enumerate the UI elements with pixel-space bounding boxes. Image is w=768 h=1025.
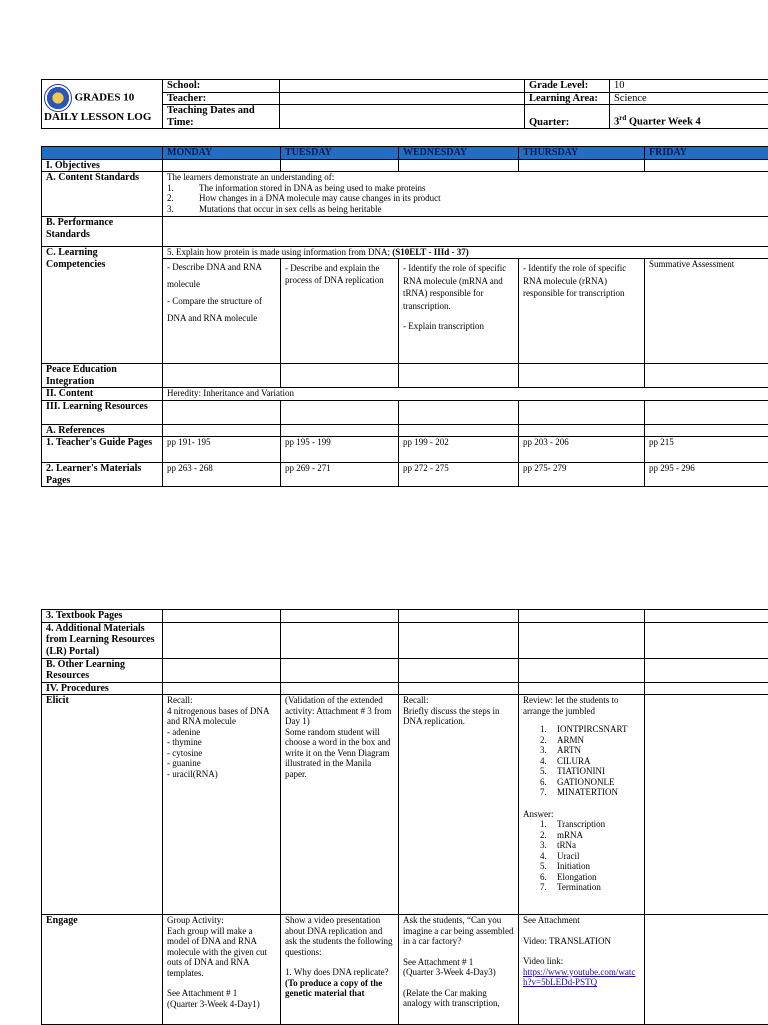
school-label: School:: [163, 80, 280, 93]
content-standards-intro: The learners demonstrate an understanding of:: [167, 172, 764, 183]
engage-monday: Group Activity: Each group will make a model of DNA and RNA molecule with the given cut outs of DNA and RNA templates. See Attachment # 1 (Quarter 3-Week 4-Day1): [163, 915, 281, 1025]
day-thursday: THURSDAY: [519, 147, 645, 160]
lesson-log-header-table: [41, 79, 768, 129]
engage-label: Engage: [42, 915, 163, 1025]
elicit-wednesday: Recall: Briefly discuss the steps in DNA replication.: [399, 695, 519, 915]
teacher-value: [280, 92, 525, 105]
additional-materials-label: 4. Additional Materials from Learning Resources (LR) Portal): [42, 622, 163, 658]
quarter-value: 3rd Quarter Week 4: [610, 105, 768, 129]
competency-monday: - Describe DNA and RNA molecule - Compare the structure of DNA and RNA molecule: [163, 259, 281, 364]
lesson-log-table-page2: [41, 609, 768, 1025]
competencies-label: C. Learning Competencies: [42, 247, 163, 364]
area-value: Science: [610, 92, 768, 105]
content-standards-cell: [163, 172, 768, 217]
elicit-tuesday: (Validation of the extended activity: Attachment # 3 from Day 1) Some random student will choose a word in the box and write it on the Venn Diagram illustrated in the Manila paper.: [281, 695, 399, 915]
competencies-heading: 5. Explain how protein is made using information from DNA; (S10ELT - IIId - 37): [163, 247, 768, 259]
lesson-log-table-page1: [41, 146, 768, 487]
references-label: A. References: [42, 424, 163, 437]
objectives-label: I. Objectives: [42, 159, 163, 172]
day-monday: MONDAY: [163, 147, 281, 160]
day-wednesday: WEDNESDAY: [399, 147, 519, 160]
day-tuesday: TUESDAY: [281, 147, 399, 160]
tg-friday: pp 215: [645, 437, 768, 463]
content-standards-label: A. Content Standards: [42, 172, 163, 217]
tg-thursday: pp 203 - 206: [519, 437, 645, 463]
teacher-label: Teacher:: [163, 92, 280, 105]
title-line1: GRADES 10: [75, 92, 135, 104]
engage-tuesday: Show a video presentation about DNA replication and ask the students the following questions: 1. Why does DNA replicate? (To produce a copy of the genetic material that: [281, 915, 399, 1025]
competency-thursday: - Identify the role of specific RNA molecule (rRNA) responsible for transcription: [519, 259, 645, 364]
lm-tuesday: pp 269 - 271: [281, 463, 399, 487]
elicit-thursday: Review: let the students to arrange the jumbled 1. IONTPIRCSNART 2. ARMN 3. ARTN 4. CILURA 5. TIATIONINI 6. GATIONONLE 7. MINATERTION Answer: 1. Transcription 2. mRNA 3. tRNa 4. Uracil 5. Initiation 6. Elongation 7. Termination: [519, 695, 645, 915]
elicit-label: Elicit: [42, 695, 163, 915]
tg-tuesday: pp 195 - 199: [281, 437, 399, 463]
engage-thursday: See Attachment Video: TRANSLATION Video link: https://www.youtube.com/watch?v=5bLEDd-PSTQ: [519, 915, 645, 1025]
tg-monday: pp 191- 195: [163, 437, 281, 463]
title-line2: DAILY LESSON LOG: [44, 111, 151, 123]
lm-thursday: pp 275- 279: [519, 463, 645, 487]
procedures-label: IV. Procedures: [42, 682, 163, 695]
content-standards-item: 2. How changes in a DNA molecule may cause changes in its product: [167, 193, 764, 204]
performance-standards-label: B. Performance Standards: [42, 217, 163, 247]
engage-wednesday: Ask the students, “Can you imagine a car being assembled in a car factory? See Attachment # 1 (Quarter 3-Week 4-Day3) (Relate the Car making analogy with transcription,: [399, 915, 519, 1025]
content-standards-item: 3. Mutations that occur in sex cells as being heritable: [167, 204, 764, 215]
content-value: Heredity: Inheritance and Variation: [163, 388, 768, 401]
content-standards-item: 1. The information stored in DNA as being used to make proteins: [167, 183, 764, 194]
textbook-label: 3. Textbook Pages: [42, 610, 163, 623]
teachers-guide-label: 1. Teacher's Guide Pages: [42, 437, 163, 463]
lm-wednesday: pp 272 - 275: [399, 463, 519, 487]
area-label: Learning Area:: [525, 92, 610, 105]
grade-value: 10: [610, 80, 768, 93]
grade-label: Grade Level:: [525, 80, 610, 93]
school-value: [280, 80, 525, 93]
day-friday: FRIDAY: [645, 147, 768, 160]
lm-friday: pp 295 - 296: [645, 463, 768, 487]
video-link[interactable]: https://www.youtube.com/watch?v=5bLEDd-PSTQ: [523, 967, 635, 988]
competency-friday: Summative Assessment: [645, 259, 768, 364]
elicit-monday: Recall: 4 nitrogenous bases of DNA and RNA molecule - adenine - thymine - cytosine - guanine - uracil(RNA): [163, 695, 281, 915]
tg-wednesday: pp 199 - 202: [399, 437, 519, 463]
content-label: II. Content: [42, 388, 163, 401]
day-header-blank: [42, 147, 163, 160]
competency-tuesday: - Describe and explain the process of DNA replication: [281, 259, 399, 364]
dates-label: Teaching Dates and Time:: [163, 105, 280, 129]
dates-value: [280, 105, 525, 129]
deped-seal-icon: [44, 84, 72, 112]
title-cell: [42, 80, 163, 129]
competency-wednesday: - Identify the role of specific RNA molecule (mRNA and tRNA) responsible for transcription. - Explain transcription: [399, 259, 519, 364]
peace-education-label: Peace Education Integration: [42, 364, 163, 388]
quarter-label: Quarter:: [525, 105, 610, 129]
learning-resources-label: III. Learning Resources: [42, 400, 163, 424]
lm-monday: pp 263 - 268: [163, 463, 281, 487]
other-resources-label: B. Other Learning Resources: [42, 658, 163, 682]
learners-materials-label: 2. Learner's Materials Pages: [42, 463, 163, 487]
